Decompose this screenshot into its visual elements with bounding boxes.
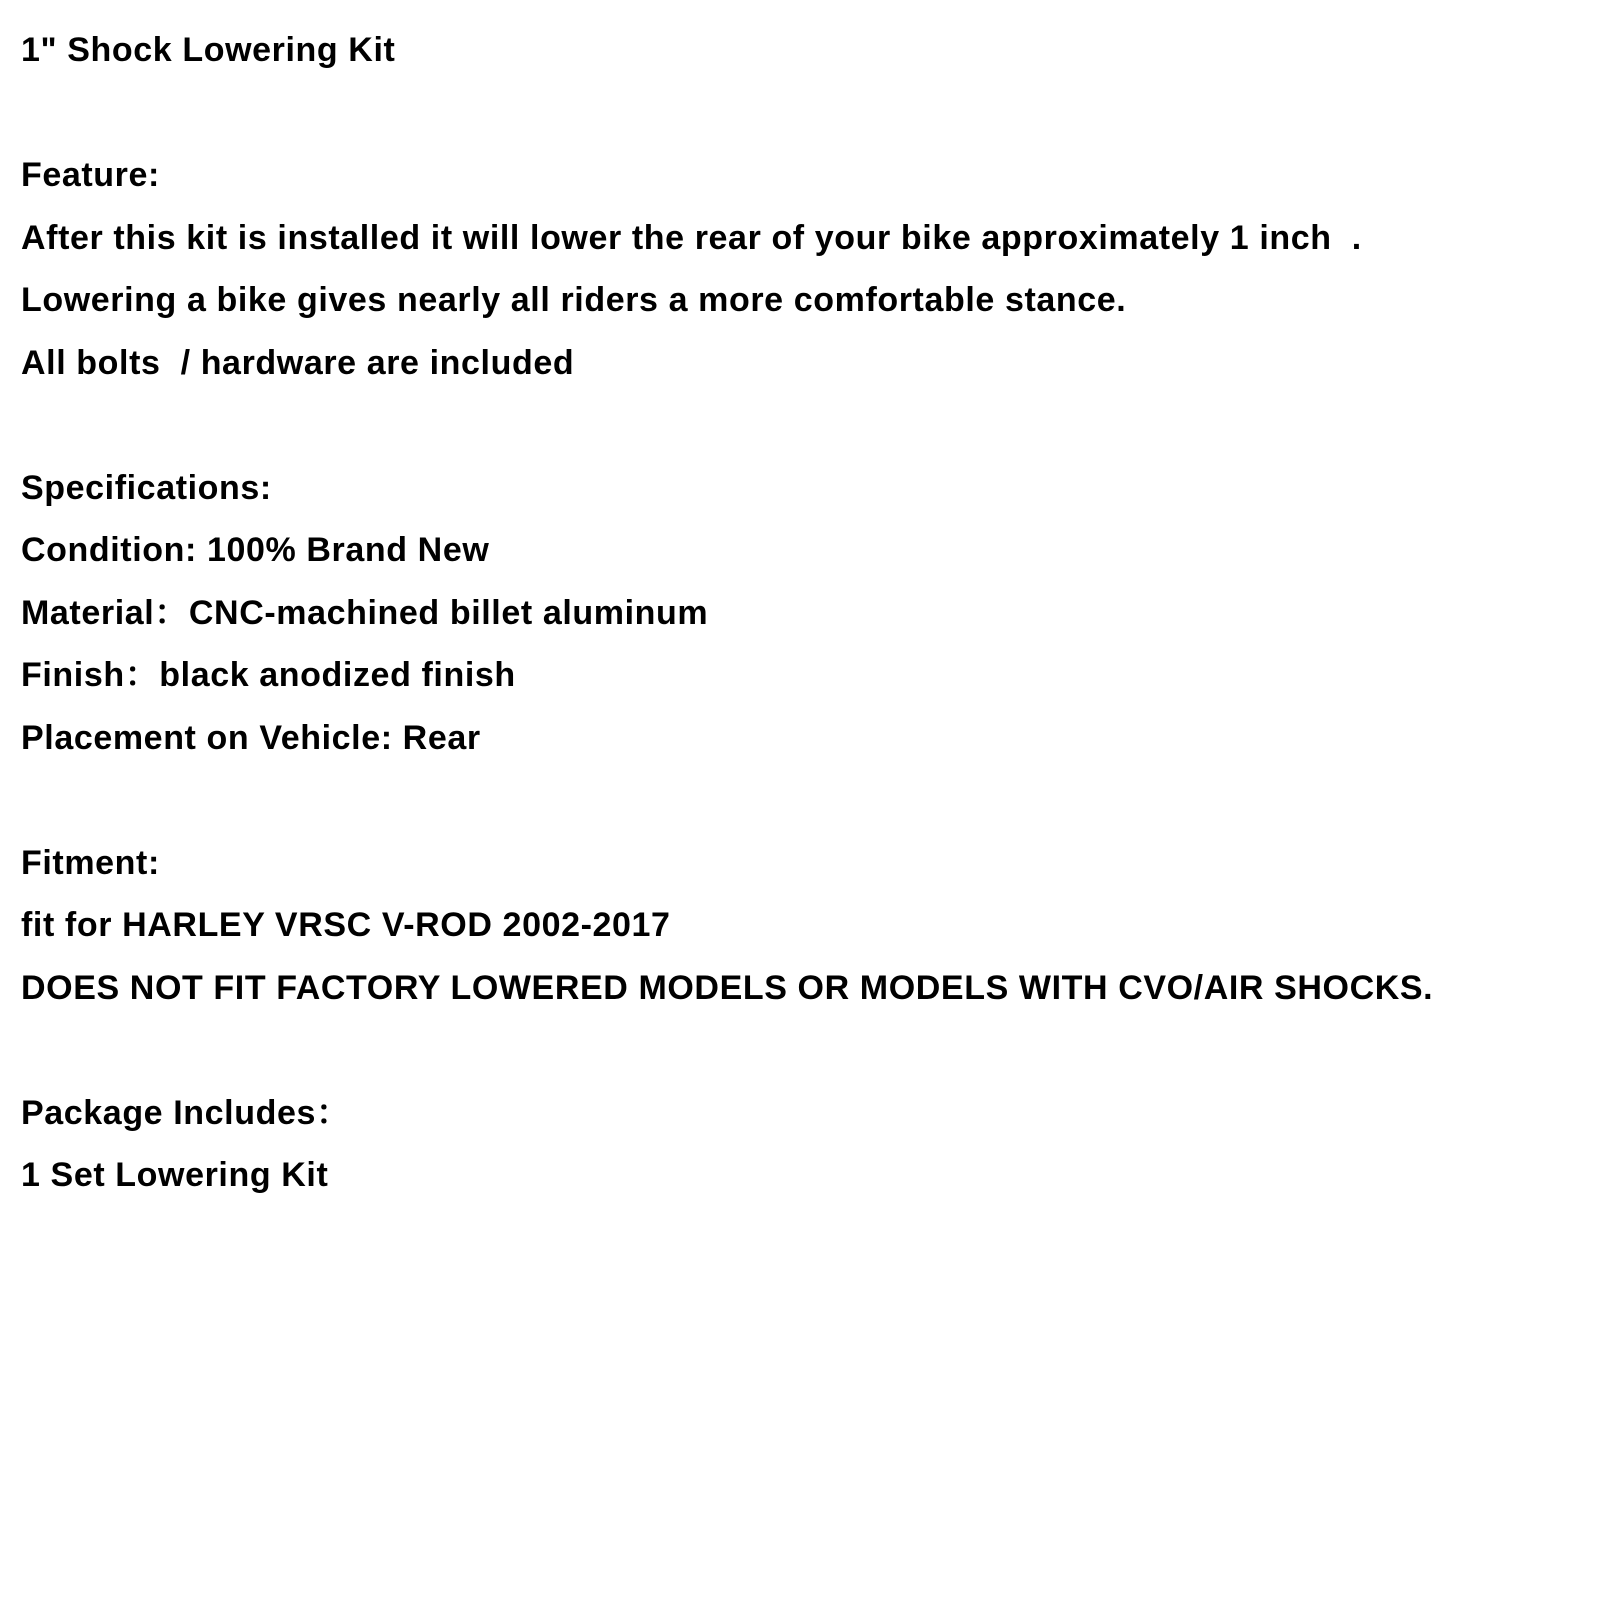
spacer [21, 394, 1581, 457]
spec-finish: Finish：black anodized finish [21, 656, 516, 694]
feature-line: Lowering a bike gives nearly all riders a more comfortable stance. [21, 281, 1127, 319]
fitment-section [21, 832, 1581, 1020]
fitment-heading: Fitment: [21, 843, 160, 882]
feature-heading: Feature: [21, 156, 160, 194]
fitment-line: DOES NOT FIT FACTORY LOWERED MODELS OR MODELS WITH CVO/AIR SHOCKS. [21, 968, 1434, 1007]
feature-section [21, 144, 1581, 394]
specifications-section [21, 457, 1581, 770]
feature-line: All bolts / hardware are included [21, 343, 575, 382]
spec-placement: Placement on Vehicle: Rear [21, 718, 481, 757]
spec-condition: Condition: 100% Brand New [21, 531, 490, 569]
spacer [21, 769, 1581, 832]
specifications-heading: Specifications: [21, 468, 272, 507]
fitment-line: fit for HARLEY VRSC V-ROD 2002-2017 [21, 906, 671, 944]
spacer [21, 1019, 1581, 1082]
package-item: 1 Set Lowering Kit [21, 1156, 329, 1194]
feature-line: After this kit is installed it will lower the rear of your bike approximately 1 inch . [21, 218, 1362, 257]
product-title: 1" Shock Lowering Kit [21, 31, 396, 69]
package-section [21, 1082, 1581, 1207]
spacer [21, 82, 1581, 145]
product-description [21, 19, 1581, 1207]
spec-material: Material：CNC-machined billet aluminum [21, 593, 709, 632]
package-heading: Package Includes： [21, 1093, 351, 1132]
